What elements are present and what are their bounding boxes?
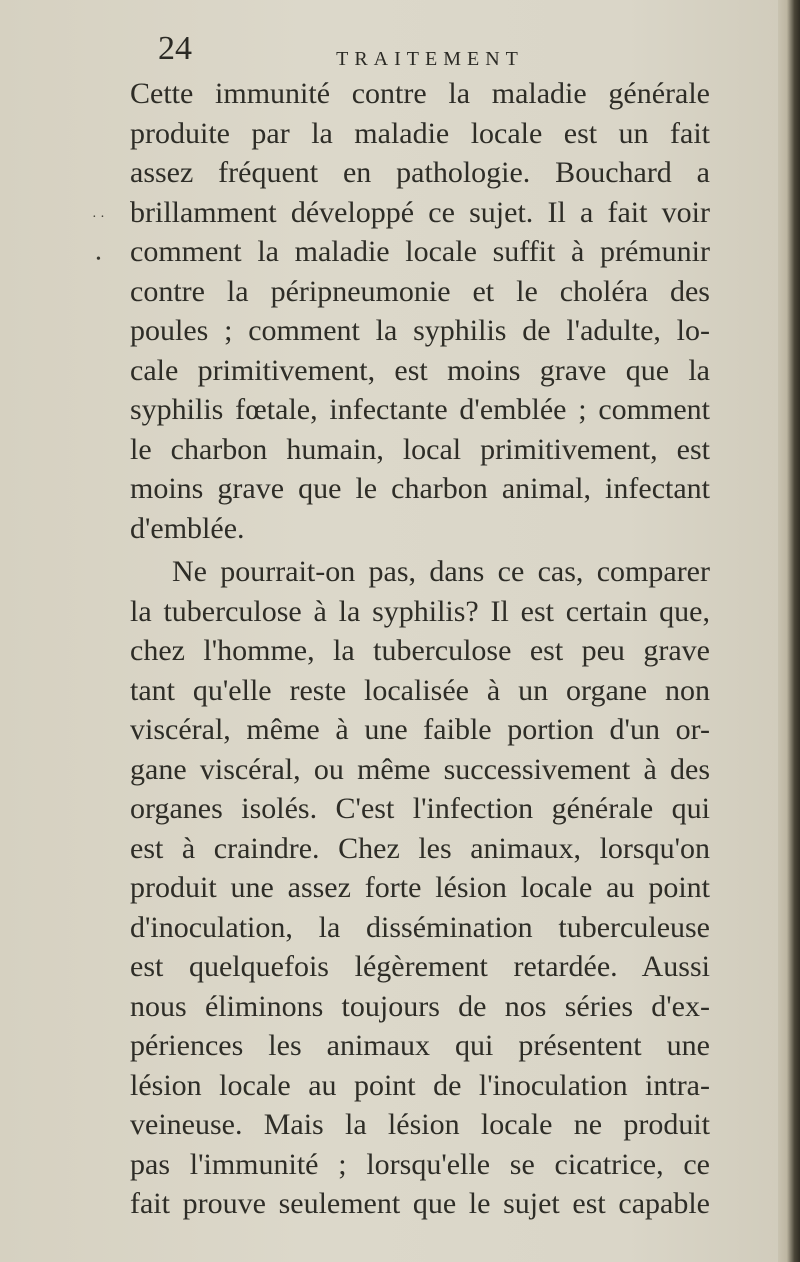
text-line: d'emblée. — [130, 511, 245, 545]
margin-speck: • — [96, 252, 101, 267]
text-line: nous éliminons toujours de nos séries d'ex- — [130, 989, 710, 1023]
text-line: pas l'immunité ; lorsqu'elle se cicatrice, ce — [130, 1147, 710, 1181]
text-line: est à craindre. Chez les animaux, lorsqu'on — [130, 831, 710, 865]
text-line: périences les animaux qui présentent une — [130, 1029, 710, 1062]
text-line: fait prouve seulement que le sujet est capable — [130, 1187, 710, 1220]
text-line: syphilis fœtale, infectante d'emblée ; comment — [130, 393, 710, 426]
text-line: poules ; comment la syphilis de l'adulte, lo- — [130, 314, 710, 347]
margin-speck: · · — [92, 210, 105, 225]
text-line: assez fréquent en pathologie. Bouchard a — [130, 156, 710, 189]
text-line: la tuberculose à la syphilis? Il est certain que, — [130, 594, 710, 628]
text-line: est quelquefois légèrement retardée. Aussi — [130, 950, 710, 983]
text-line: contre la péripneumonie et le choléra des — [130, 274, 710, 308]
text-line: moins grave que le charbon animal, infectant — [130, 472, 710, 505]
page-number: 24 — [158, 30, 192, 67]
text-line: cale primitivement, est moins grave que la — [130, 353, 710, 387]
running-head: TRAITEMENT — [336, 48, 524, 70]
text-line: comment la maladie locale suffit à prémunir — [130, 235, 710, 268]
text-line: lésion locale au point de l'inoculation intra- — [130, 1068, 710, 1102]
text-line: gane viscéral, ou même successivement à des — [130, 752, 710, 786]
text-line: veineuse. Mais la lésion locale ne produit — [130, 1108, 710, 1141]
text-line: produite par la maladie locale est un fait — [130, 116, 710, 150]
text-line: organes isolés. C'est l'infection générale qui — [130, 792, 710, 825]
text-line: brillamment développé ce sujet. Il a fait voir — [130, 195, 710, 229]
paragraph-1 — [130, 74, 710, 548]
text-line: le charbon humain, local primitivement, est — [130, 432, 710, 466]
paragraph-2 — [130, 552, 710, 1224]
text-line: Ne pourrait-on pas, dans ce cas, comparer — [172, 555, 710, 588]
text-line: produit une assez forte lésion locale au point — [130, 871, 710, 904]
text-line: viscéral, même à une faible portion d'un or- — [130, 713, 710, 746]
text-line: tant qu'elle reste localisée à un organe non — [130, 673, 710, 707]
text-line: Cette immunité contre la maladie générale — [130, 77, 710, 110]
body-text — [130, 74, 710, 1224]
page-edge-shadow — [778, 0, 800, 1262]
text-line: chez l'homme, la tuberculose est peu grave — [130, 634, 710, 667]
text-line: d'inoculation, la dissémination tuberculeuse — [130, 910, 710, 944]
